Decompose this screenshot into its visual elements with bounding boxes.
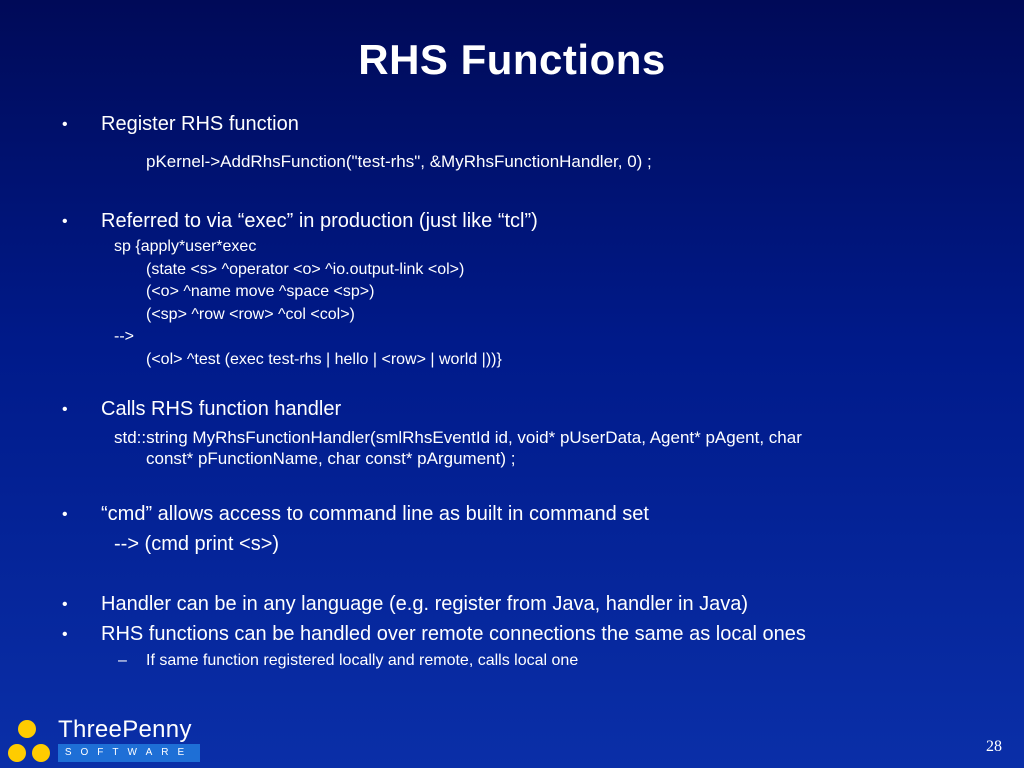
bullet-exec-heading: Referred to via “exec” in production (just like “tcl”) — [101, 210, 538, 232]
bullet-marker: • — [62, 626, 68, 643]
logo-dot-icon — [18, 720, 36, 738]
bullet-marker: • — [62, 116, 68, 133]
bullet-language-heading: Handler can be in any language (e.g. register from Java, handler in Java) — [101, 593, 749, 615]
logo-name: ThreePenny — [58, 716, 192, 743]
cmd-example-line: --> (cmd print <s>) — [114, 533, 280, 555]
bullet-handler-heading: Calls RHS function handler — [101, 398, 342, 420]
remote-sub-item: If same function registered locally and remote, calls local one — [146, 652, 579, 669]
slide-title: RHS Functions — [358, 36, 666, 83]
page-number: 28 — [986, 738, 1002, 755]
bullet-marker: • — [62, 401, 68, 418]
bullet-marker: • — [62, 506, 68, 523]
bullet-remote-heading: RHS functions can be handled over remote connections the same as local ones — [101, 623, 806, 645]
exec-code-line: (state <s> ^operator <o> ^io.output-link <ol>) — [146, 261, 465, 278]
bullet-register-heading: Register RHS function — [101, 113, 299, 135]
sub-bullet-dash: – — [118, 652, 127, 669]
handler-signature-line: const* pFunctionName, char const* pArgument) ; — [146, 449, 516, 468]
logo-dot-icon — [8, 744, 26, 762]
bullet-cmd-heading: “cmd” allows access to command line as built in command set — [101, 503, 649, 525]
exec-code-line: sp {apply*user*exec — [114, 238, 257, 255]
exec-code-line: (<ol> ^test (exec test-rhs | hello | <row> | world |))} — [146, 351, 502, 368]
exec-code-line: --> — [114, 328, 134, 345]
handler-signature-line: std::string MyRhsFunctionHandler(smlRhsEventId id, void* pUserData, Agent* pAgent, char — [114, 428, 802, 447]
bullet-marker: • — [62, 596, 68, 613]
exec-code-line: (<o> ^name move ^space <sp>) — [146, 283, 375, 300]
logo-dot-icon — [32, 744, 50, 762]
register-code-line: pKernel->AddRhsFunction("test-rhs", &MyRhsFunctionHandler, 0) ; — [146, 152, 652, 171]
exec-code-line: (<sp> ^row <row> ^col <col>) — [146, 306, 355, 323]
logo-tagline: SOFTWARE — [58, 744, 200, 762]
bullet-marker: • — [62, 213, 68, 230]
